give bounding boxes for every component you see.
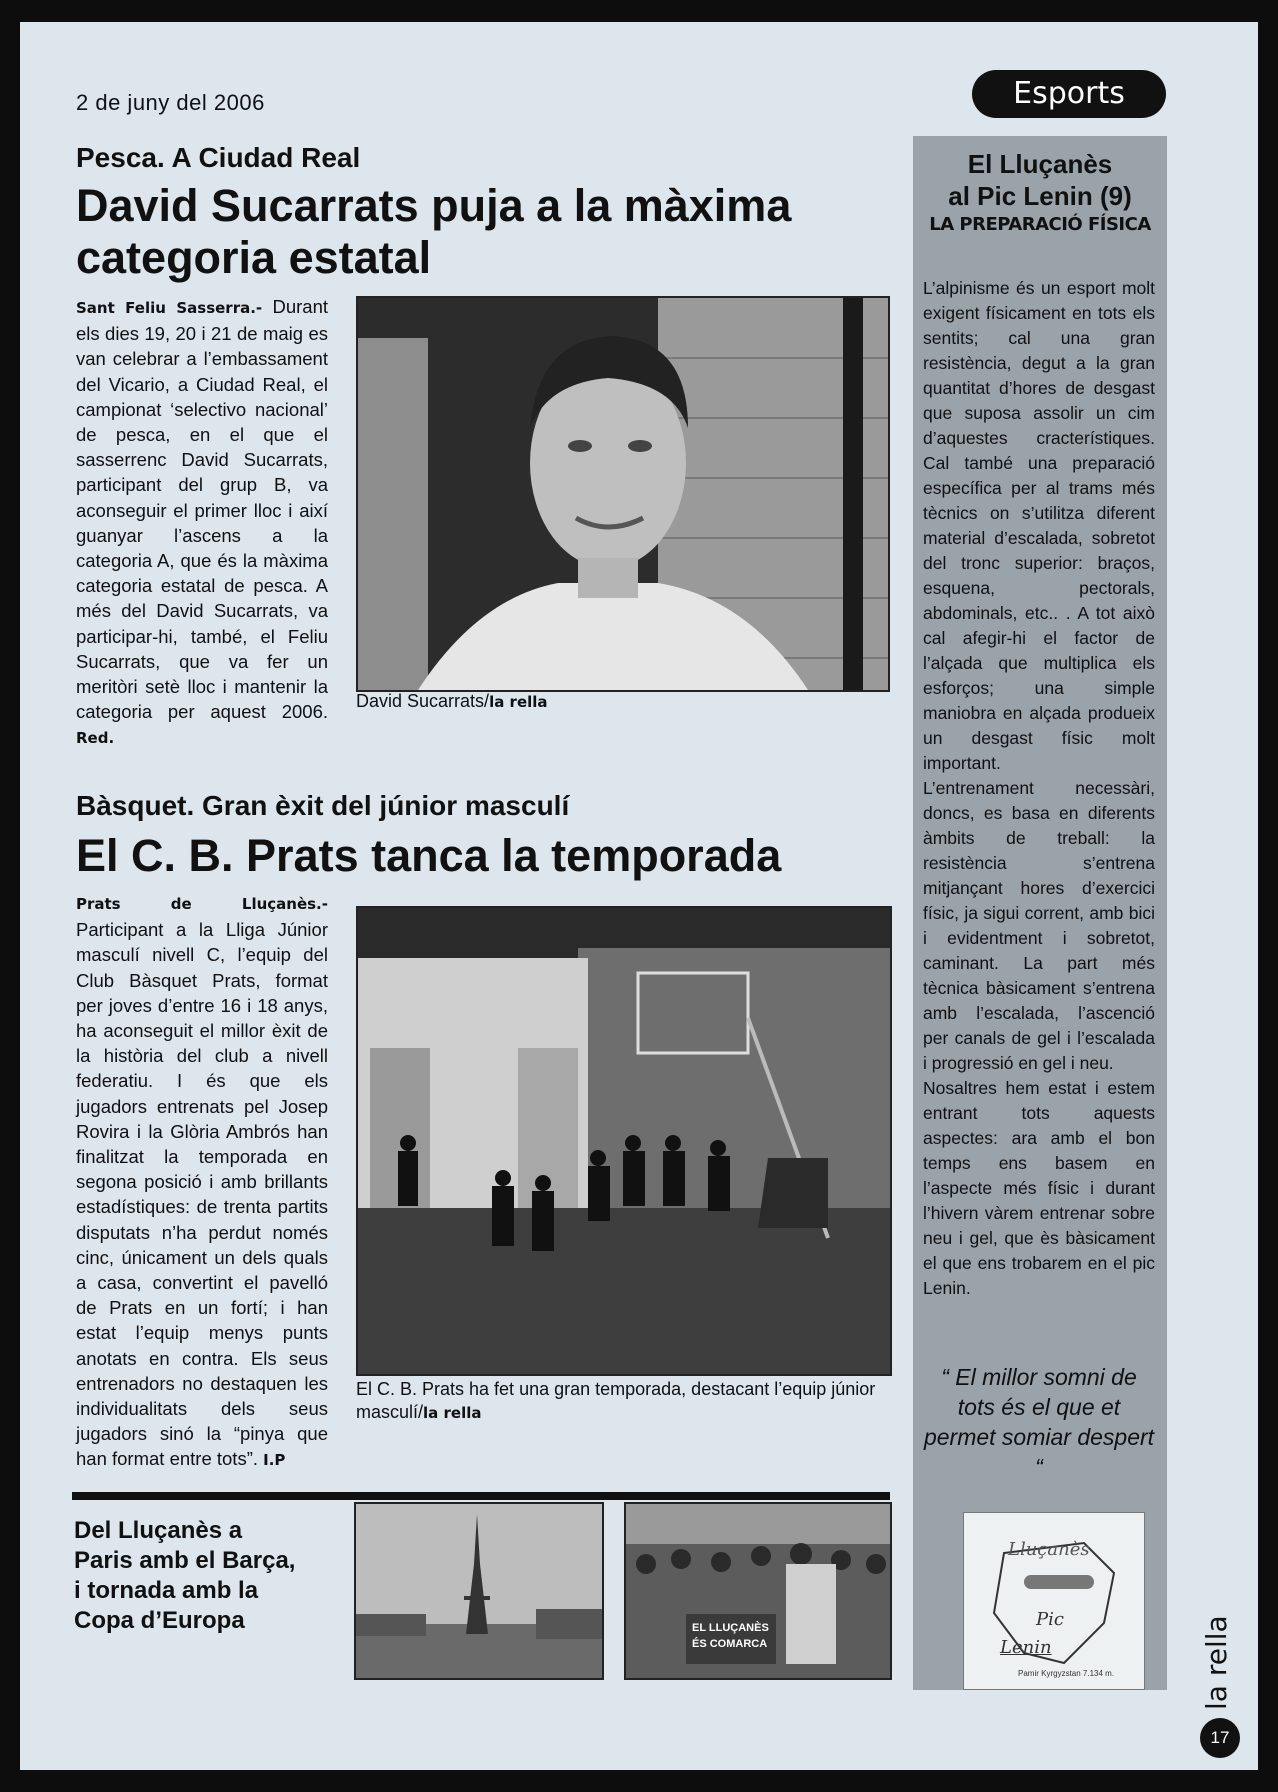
logo-text-bottom: Lenin — [1000, 1637, 1052, 1658]
logo-text-foot: Pamir Kyrgyzstan 7.134 m. — [1018, 1669, 1115, 1678]
sidebar-body — [923, 276, 1155, 1301]
page-number: 17 — [1200, 1718, 1240, 1758]
basketball-court-illustration — [358, 908, 890, 1374]
sidebar-title-line1: El Lluçanès — [967, 149, 1113, 179]
article1-caption — [356, 690, 548, 714]
section-divider — [72, 1492, 890, 1500]
article2-body: Participant a la Lliga Júnior masculí nivell C, l’equip del Club Bàsquet Prats, format per joves d’entre 16 i 18 anys, ha aconseguit el millor èxit de la història del club a nivell federatiu. I és que els jugadors entrenats pel Josep Rovira i la Glòria Ambrós han finalitzat la temporada en segona posició i amb brillants estadístiques: de trenta partits disputats n’ha perdut només cinc, únicament un dels quals a casa, convertint el pavelló de Prats en un fortí; i han estat l’equip menys punts anotats en contra. Els seus entrenadors no destaquen les individualitats dels seus jugadors sinó la “pinya que han format entre tots”. — [76, 919, 328, 1470]
article1-signature: Red. — [76, 729, 115, 748]
eiffel-tower-photo — [354, 1502, 604, 1680]
article2-caption-text: El C. B. Prats ha fet una gran temporada, destacant l’equip júnior masculí/ — [356, 1379, 876, 1422]
expedition-logo — [963, 1512, 1145, 1690]
eiffel-tower-illustration — [356, 1504, 602, 1678]
sidebar-paragraph-3: Nosaltres hem estat i estem entrant tots aquests aspectes: ara amb el bon temps ens basem en l’aspecte més físic i durant l’hivern vàrem entrenar sobre neu i gel, que ès bàsicament el que ens trobarem en el pic Lenin. — [923, 1078, 1155, 1298]
article1-headline-line2: categoria estatal — [76, 232, 432, 283]
issue-date: 2 de juny del 2006 — [76, 90, 265, 115]
crowd-banner-line1: EL LLUÇANÈS — [692, 1622, 769, 1634]
publication-name — [1198, 1602, 1238, 1712]
article1-photo — [356, 296, 890, 692]
article2-kicker: Bàsquet. Gran èxit del júnior masculí — [76, 790, 570, 821]
article2-caption — [356, 1378, 876, 1425]
publication-name-text: la rella — [1200, 1615, 1233, 1710]
sidebar-column — [913, 136, 1167, 1690]
newspaper-page — [20, 22, 1258, 1770]
article1-headline — [76, 180, 876, 284]
article2-headline: El C. B. Prats tanca la temporada — [76, 830, 782, 881]
logo-text-top: Lluçanès — [1008, 1539, 1090, 1560]
crowd-banner-line2: ÉS COMARCA — [692, 1638, 768, 1650]
article2-body-column — [76, 890, 328, 1474]
crowd-banner — [692, 1620, 769, 1652]
logo-text-mid: Pic — [1036, 1609, 1064, 1630]
article1-body: Durant els dies 19, 20 i 21 de maig es van celebrar a l’embassament del Vicario, a Ciudad Real, el campionat ‘selectivo nacional’ de pesca, en el que el sasserrenc David Sucarrats, participant del grup B, va aconseguir el primer lloc i així guanyar l’ascens a la categoria A, que és la màxima categoria estatal de pesca. A més del David Sucarrats, va participar-hi, també, el Feliu Sucarrats, que va fer un meritòri setè lloc i mantenir la categoria per aquest 2006. — [76, 296, 329, 723]
article1-kicker: Pesca. A Ciudad Real — [76, 142, 361, 173]
article1-caption-text: David Sucarrats/ — [356, 691, 490, 711]
sidebar-subtitle: LA PREPARACIÓ FÍSICA — [929, 214, 1151, 235]
article2-photo — [356, 906, 892, 1376]
article2-caption-credit: la rella — [423, 1404, 482, 1422]
article1-body-column — [76, 294, 328, 752]
article2-signature: I.P — [263, 1451, 286, 1470]
article2-lead: Prats de Lluçanès.- — [76, 895, 328, 913]
bottom-headline: Del Lluçanès a Paris amb el Barça, i tornada amb la Copa d’Europa — [74, 1517, 296, 1634]
sidebar-title-line2: al Pic Lenin (9) — [948, 181, 1132, 211]
portrait-illustration — [358, 298, 888, 690]
article1-lead: Sant Feliu Sasserra.- — [76, 299, 263, 317]
section-badge: Esports — [972, 70, 1166, 118]
article1-caption-credit: la rella — [489, 693, 548, 711]
crowd-photo — [624, 1502, 892, 1680]
sidebar-paragraph-2: L’entrenament necessàri, doncs, es basa en diferents àmbits de treball: la resistència s’entrena mitjançant hores d’exercici físic, ja sigui corrent, amb bici i evidentment i sobretot, caminant. La part més tècnica bàsicament s’entrena amb l’escalada, l’ascenció per canals de gel i l’escalada i progressió en gel i neu. — [923, 778, 1155, 1073]
sidebar-title — [913, 148, 1167, 212]
sidebar-quote: “ El millor somni de tots és el que et permet somiar despert “ — [923, 1364, 1155, 1480]
sidebar-paragraph-1: L’alpinisme és un esport molt exigent físicament en tots els sentits; cal una gran resistència, degut a la gran quantitat d’hores de desgast que suposa assolir un cim d’aquestes cracterístiques. Cal també una preparació específica per al trams més tècnics on s’utilitza diferent material d’escalada, sobretot del tronc superior: braços, esquena, pectorals, abdominals, etc.. . A tot això cal afegir-hi el factor de l’alçada que multiplica els esforços; una simple maniobra en alçada produeix un desgast físic molt important. — [923, 278, 1155, 773]
article1-headline-line1: David Sucarrats puja a la màxima — [76, 180, 792, 231]
